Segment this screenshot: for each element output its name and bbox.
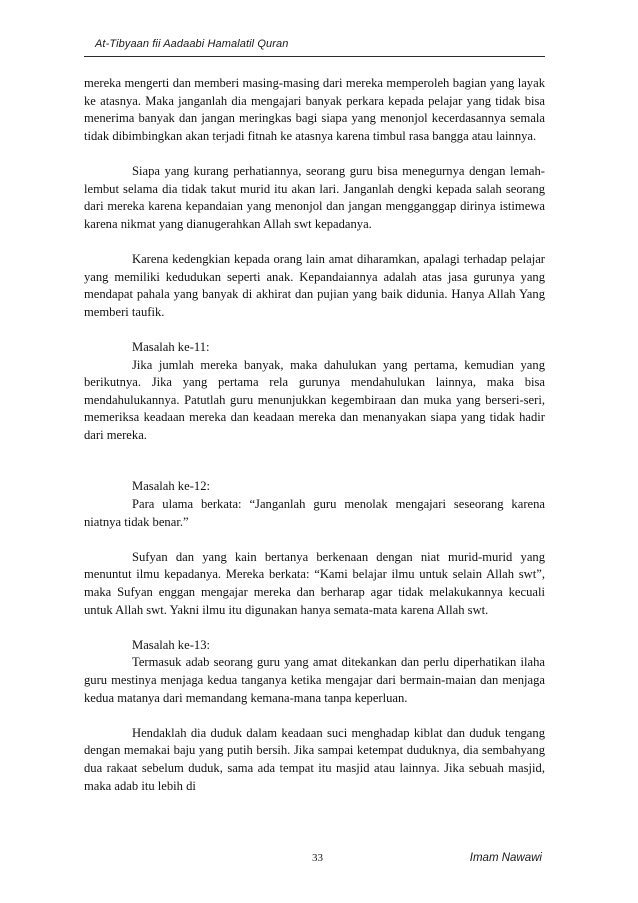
paragraph: Para ulama berkata: “Janganlah guru menolak mengajari seseorang karena niatnya tidak benar.” [84, 497, 545, 529]
page-number: 33 [312, 852, 323, 864]
paragraph: Siapa yang kurang perhatiannya, seorang guru bisa menegurnya dengan lemah-lembut selama dia tidak takut murid itu akan lari. Janganlah dengki kepada salah seorang dari mereka karena kepandaian yang menonjol dan jangan mengganggap dirinya istimewa karena nikmat yang dianugerahkan Allah swt kepadanya. [84, 163, 545, 231]
section-heading: Masalah ke-12: [132, 479, 210, 494]
running-footer-author: Imam Nawawi [469, 852, 542, 864]
body-text [84, 75, 545, 795]
paragraph: Jika jumlah mereka banyak, maka dahulukan yang pertama, kemudian yang berikutnya. Jika yang pertama rela gurunya mendahulukan lainnya, maka bisa mendahulukannya. Patutlah guru menunjukkan kegembiraan dan muka yang berseri-seri, memeriksa keadaan mereka dan keadaan mereka dan menanyakan siapa yang tidak hadir dari mereka. [84, 357, 545, 442]
section-heading: Masalah ke-11: [132, 339, 210, 354]
paragraph: Sufyan dan yang kain bertanya berkenaan dengan niat murid-murid yang menuntut ilmu kepadanya. Mereka berkata: “Kami belajar ilmu untuk selain Allah swt”, maka Sufyan enggan mengajar mereka dan berharap agar tidak melakukannya kecuali untuk Allah swt. Yakni ilmu itu digunakan hanya semata-mata karena Allah swt. [84, 549, 545, 617]
running-header-title: At-Tibyaan fii Aadaabi Hamalatil Quran [95, 38, 289, 50]
paragraph: Hendaklah dia duduk dalam keadaan suci menghadap kiblat dan duduk tengang dengan memakai baju yang putih bersih. Jika sampai ketempat duduknya, dia sembahyang dua rakaat sebelum duduk, sama ada tempat itu masjid atau lainnya. Jika sebuah masjid, maka adab itu lebih di [84, 725, 545, 793]
paragraph: Termasuk adab seorang guru yang amat ditekankan dan perlu diperhatikan ilaha guru mestinya menjaga kedua tanganya ketika mengajar dari bermain-maian dan menjaga kedua matanya dari memandang kemana-mana tanpa keperluan. [84, 655, 545, 705]
paragraph: mereka mengerti dan memberi masing-masing dari mereka memperoleh bagian yang layak ke atasnya. Maka janganlah dia mengajari banyak perkara kepada pelajar yang tidak bisa menerima banyak dan jangan meringkas bagi siapa yang menonjol kecerdasannya semala tidak dibimbingkan akan terjadi fitnah ke atasnya karena timbul rasa bangga atau lainnya. [84, 76, 545, 143]
paragraph: Karena kedengkian kepada orang lain amat diharamkan, apalagi terhadap pelajar yang memiliki kedudukan seperti anak. Kepandaiannya adalah atas jasa gurunya yang mendapat pahala yang banyak di akhirat dan pujian yang baik didunia. Hanya Allah Yang memberi taufik. [84, 251, 545, 319]
section-heading: Masalah ke-13: [132, 637, 210, 652]
header-divider [84, 56, 545, 57]
